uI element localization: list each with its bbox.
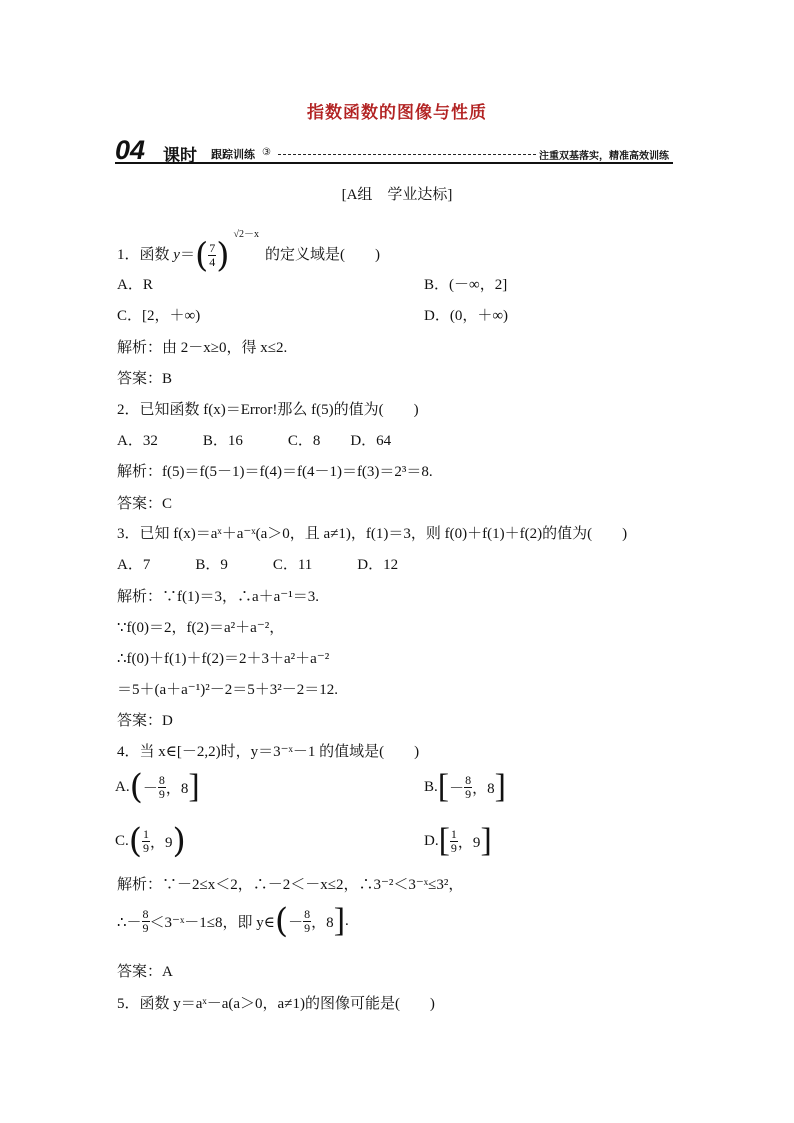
q4-option-b: B.[－ $\frac{8}{9}$ ，8] (424, 768, 506, 805)
q1-option-a: A．R (117, 277, 153, 293)
banner-dashed-line (278, 154, 536, 155)
q5-stem: 5．函数 y＝aˣ－a(a＞0，a≠1)的图像可能是( ) (117, 996, 435, 1012)
circled-number-icon: ③ (262, 147, 271, 158)
group-heading: [A组 学业达标] (341, 187, 453, 203)
page-title: 指数函数的图像与性质 (307, 103, 487, 122)
banner-slogan: 注重双基落实，精准高效训练 (539, 151, 669, 162)
lesson-banner (115, 136, 673, 166)
q3-stem: 3．已知 f(x)＝aˣ＋a⁻ˣ(a＞0，且 a≠1)，f(1)＝3，则 f(0)＋f(1)＋f(2)的值为( ) (117, 526, 628, 542)
q4-answer: 答案：A (117, 964, 173, 980)
q3-options: A．7 B．9 C．11 D．12 (117, 557, 399, 573)
q1-analysis: 解析：由 2－x≥0，得 x≤2. (117, 340, 288, 356)
q1-answer: 答案：B (117, 371, 173, 387)
q3-answer: 答案：D (117, 713, 173, 729)
q2-stem: 2．已知函数 f(x)＝Error!那么 f(5)的值为( ) (117, 402, 419, 418)
lesson-number: 04 (115, 135, 146, 165)
banner-label: 跟踪训练 (211, 149, 255, 161)
q1-stem: 1．函数 y＝( $\frac{7}{4}$ )$^{√2-x}$的定义域是( ) (117, 229, 380, 276)
q4-option-d: D.[ $\frac{1}{9}$ ，9] (424, 822, 492, 859)
q4-stem: 4．当 x∈[－2,2)时，y＝3⁻ˣ－1 的值域是( ) (117, 744, 420, 760)
q1-option-d: D．(0，＋∞) (424, 308, 509, 324)
q2-analysis: 解析：f(5)＝f(5－1)＝f(4)＝f(4－1)＝f(3)＝2³＝8. (117, 464, 433, 480)
q4-option-a: A.(－ $\frac{8}{9}$ ，8] (115, 767, 200, 807)
q3-analysis-line4: ＝5＋(a＋a⁻¹)²－2＝5＋3²－2＝12. (117, 682, 338, 698)
q1-option-c: C．[2，＋∞) (117, 308, 201, 324)
q2-answer: 答案：C (117, 496, 173, 512)
q3-analysis-line3: ∴f(0)＋f(1)＋f(2)＝2＋3＋a²＋a⁻² (117, 651, 330, 667)
q4-option-c: C.( $\frac{1}{9}$ ，9) (115, 821, 186, 861)
q4-analysis-line2: ∴－ $\frac{8}{9}$ ＜3⁻ˣ－1≤8，即 y∈(－ $\frac{8}{9}$ ，8]. (117, 901, 349, 941)
q1-option-b: B．(－∞，2] (424, 277, 508, 293)
q2-options: A．32 B．16 C．8 D．64 (117, 433, 392, 449)
q3-analysis-line1: 解析：∵f(1)＝3，∴a＋a⁻¹＝3. (117, 589, 319, 605)
q4-analysis-line1: 解析：∵－2≤x＜2，∴－2＜－x≤2，∴3⁻²＜3⁻ˣ≤3²， (117, 877, 464, 893)
lesson-keshi: 课时 (163, 146, 197, 165)
q3-analysis-line2: ∵f(0)＝2，f(2)＝a²＋a⁻²， (117, 620, 285, 636)
q1-exponent: √2－x (233, 229, 259, 240)
q1-fraction: $\frac{7}{4}$ (209, 241, 216, 270)
banner-rule (115, 162, 673, 164)
